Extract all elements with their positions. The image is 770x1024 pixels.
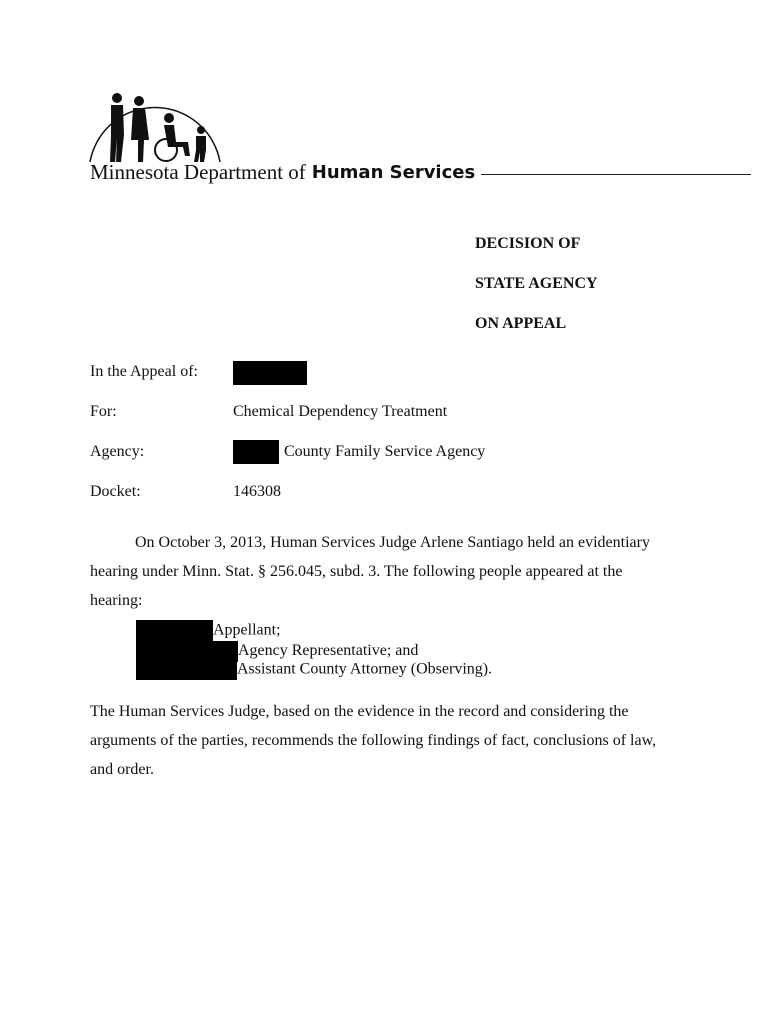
redaction-box	[233, 440, 279, 464]
docket-value: 146308	[233, 483, 281, 500]
department-header	[90, 160, 751, 185]
department-name-bold: Human Services	[311, 162, 476, 183]
attendee-role: Appellant;	[213, 621, 281, 639]
attendee-role: Assistant County Attorney (Observing).	[237, 660, 493, 678]
decision-title	[475, 224, 598, 344]
for-value: Chemical Dependency Treatment	[233, 403, 448, 420]
attendee-row	[136, 620, 281, 642]
redaction-box	[136, 660, 237, 680]
attendee-role: Agency Representative; and	[238, 642, 419, 660]
agency-name: County Family Service Agency	[284, 443, 486, 460]
attendee-row	[136, 660, 492, 680]
attendee-row	[136, 641, 418, 662]
closing-line-2: arguments of the parties, recommends the following findings of fact, conclusions of law,	[90, 732, 657, 749]
department-name: Minnesota Department of	[90, 160, 306, 184]
agency-value	[233, 440, 485, 464]
intro-line-1: On October 3, 2013, Human Services Judge Arlene Santiago held an evidentiary	[135, 534, 650, 551]
appeal-label: In the Appeal of:	[90, 363, 198, 380]
closing-line-1: The Human Services Judge, based on the evidence in the record and considering the	[90, 703, 629, 720]
closing-line-3: and order.	[90, 761, 154, 778]
intro-line-2: hearing under Minn. Stat. § 256.045, subd. 3. The following people appeared at the	[90, 563, 623, 580]
appellant-name-redacted	[233, 361, 307, 385]
redaction-box	[136, 641, 238, 662]
closing-paragraph	[90, 697, 680, 784]
redaction-box	[233, 361, 307, 385]
decision-line-2: STATE AGENCY	[475, 275, 598, 292]
intro-paragraph	[90, 528, 680, 615]
intro-line-3: hearing:	[90, 592, 143, 609]
for-label: For:	[90, 403, 117, 420]
agency-label: Agency:	[90, 443, 145, 460]
header-rule	[481, 174, 751, 175]
dhs-logo	[86, 90, 226, 164]
decision-line-1: DECISION OF	[475, 235, 581, 252]
redaction-box	[136, 620, 213, 642]
docket-label: Docket:	[90, 483, 141, 500]
decision-line-3: ON APPEAL	[475, 315, 567, 332]
